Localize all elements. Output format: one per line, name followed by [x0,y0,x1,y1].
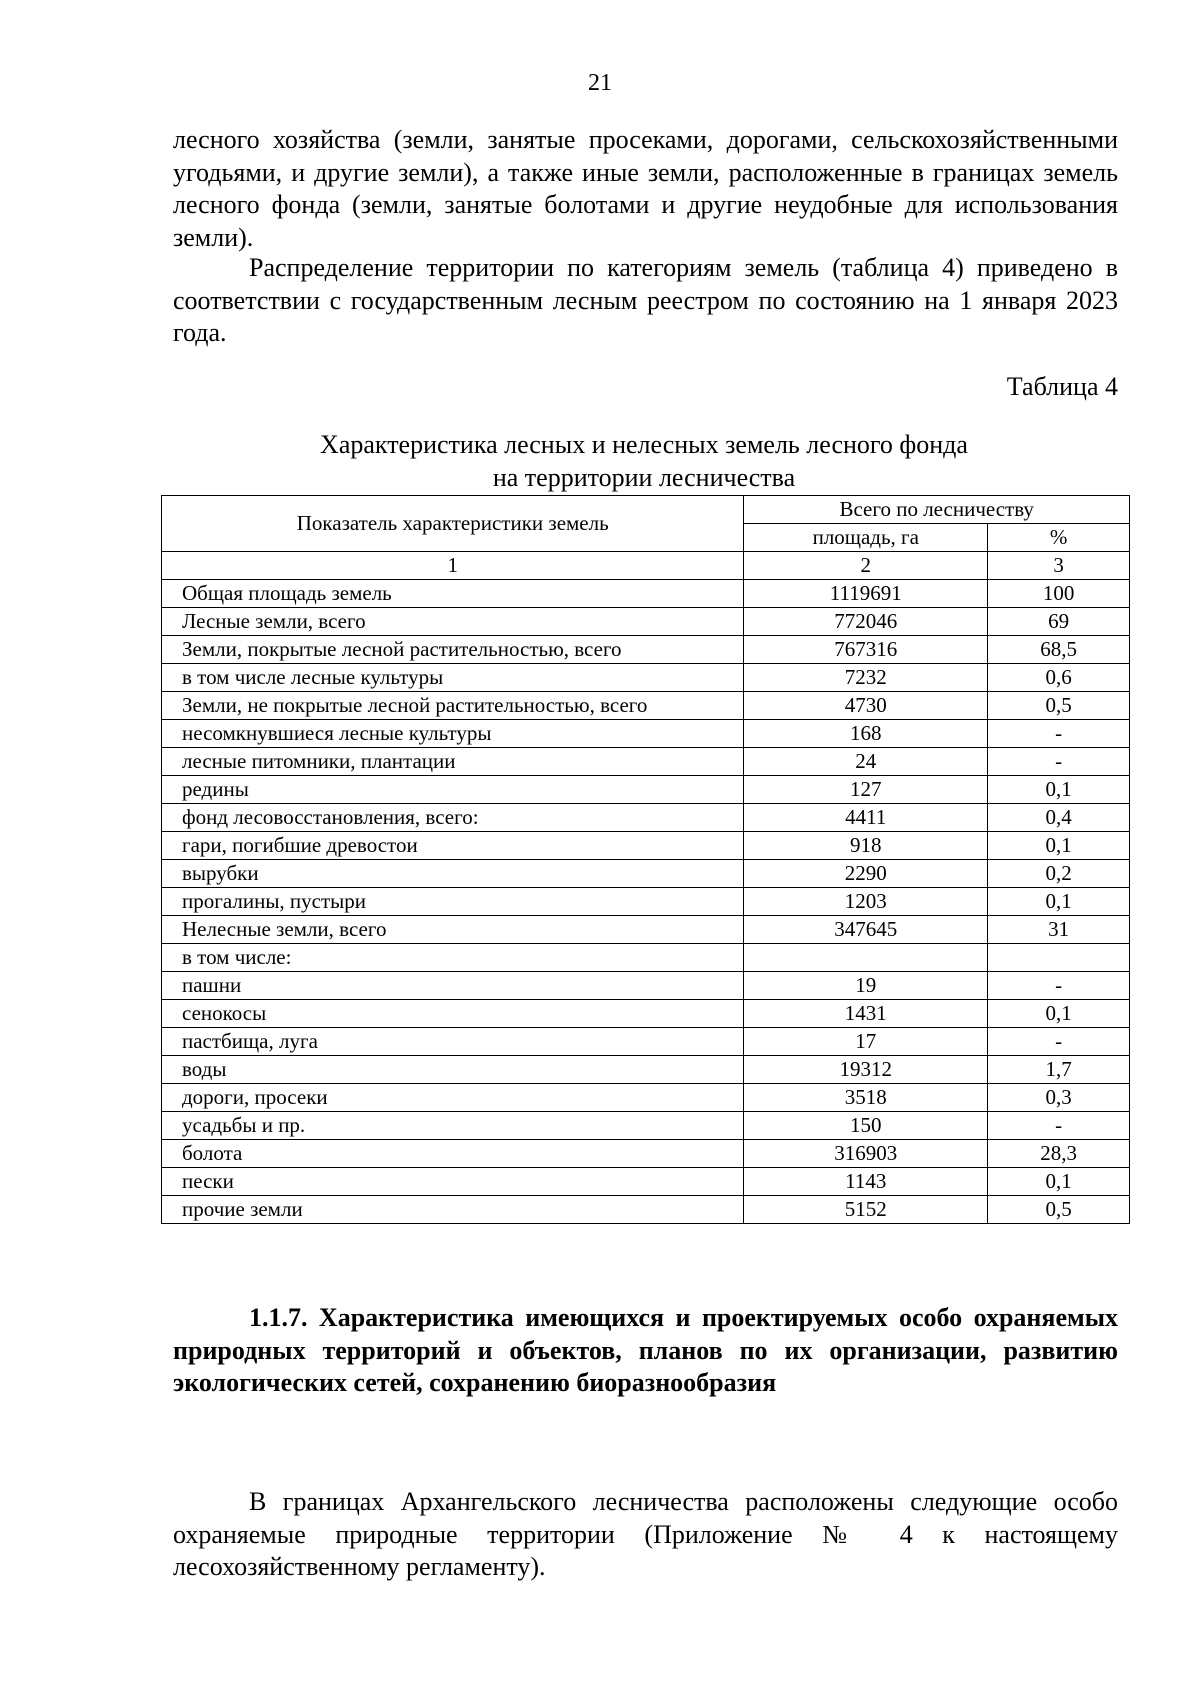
table-column-numbers-row [162,552,1130,580]
table-row [162,1028,1130,1056]
paragraph-intro: лесного хозяйства (земли, занятые просеками, дорогами, сельскохозяйственными угодьями, и другие земли), а также иные земли, расположенные в границах земель лесного фонда (земли, занятые болотами и другие неудобные для использования земли). [173,125,1118,252]
row-area: 1203 [744,888,988,916]
row-area [744,944,988,972]
table-row [162,1084,1130,1112]
table-row [162,1000,1130,1028]
row-area: 4730 [744,692,988,720]
row-percent: - [988,972,1130,1000]
row-percent: 0,3 [988,1084,1130,1112]
header-total: Всего по лесничеству [744,496,1130,524]
column-number: 3 [988,552,1130,580]
table-row [162,1056,1130,1084]
row-name: в том числе: [162,944,744,972]
row-percent: - [988,748,1130,776]
column-number: 2 [744,552,988,580]
table-row [162,1140,1130,1168]
row-area: 772046 [744,608,988,636]
row-percent: 1,7 [988,1056,1130,1084]
header-percent: % [988,524,1130,552]
row-percent: 68,5 [988,636,1130,664]
row-percent: - [988,720,1130,748]
row-name: Земли, не покрытые лесной растительностью, всего [162,692,744,720]
row-name: пашни [162,972,744,1000]
table-header-row [162,496,1130,524]
header-indicator: Показатель характеристики земель [162,496,744,552]
table-row [162,916,1130,944]
paragraph-distribution: Распределение территории по категориям земель (таблица 4) приведено в соответствии с государственным лесным реестром по состоянию на 1 января 2023 года. [173,253,1118,347]
row-percent: - [988,1028,1130,1056]
table-row [162,944,1130,972]
row-name: болота [162,1140,744,1168]
row-name: Лесные земли, всего [162,608,744,636]
row-area: 918 [744,832,988,860]
row-area: 7232 [744,664,988,692]
row-name: лесные питомники, плантации [162,748,744,776]
row-percent: 0,1 [988,832,1130,860]
row-percent [988,944,1130,972]
row-name: пески [162,1168,744,1196]
row-name: пастбища, луга [162,1028,744,1056]
row-percent: - [988,1112,1130,1140]
table-row [162,580,1130,608]
row-percent: 100 [988,580,1130,608]
row-percent: 0,4 [988,804,1130,832]
row-percent: 31 [988,916,1130,944]
row-percent: 0,5 [988,692,1130,720]
table-caption-line: на территории лесничества [492,463,796,492]
paragraph-protected-areas: В границах Архангельского лесничества расположены следующие особо охраняемые природные территории (Приложение № 4 к настоящему лесохозяйственному регламенту). [173,1487,1118,1581]
table-row [162,692,1130,720]
row-name: Земли, покрытые лесной растительностью, всего [162,636,744,664]
table-row [162,1196,1130,1224]
table-caption-line: Характеристика лесных и нелесных земель лесного фонда [320,430,968,459]
table-row [162,636,1130,664]
table-row [162,776,1130,804]
row-name: Нелесные земли, всего [162,916,744,944]
row-percent: 28,3 [988,1140,1130,1168]
row-name: в том числе лесные культуры [162,664,744,692]
row-area: 150 [744,1112,988,1140]
row-percent: 0,5 [988,1196,1130,1224]
row-name: прочие земли [162,1196,744,1224]
row-name: сенокосы [162,1000,744,1028]
row-name: воды [162,1056,744,1084]
land-characteristics-table [161,495,1130,1224]
row-area: 19 [744,972,988,1000]
row-name: прогалины, пустыри [162,888,744,916]
table-row [162,664,1130,692]
table-caption [0,428,1200,494]
row-name: гари, погибшие древостои [162,832,744,860]
row-name: дороги, просеки [162,1084,744,1112]
row-name: редины [162,776,744,804]
row-percent: 69 [988,608,1130,636]
row-area: 5152 [744,1196,988,1224]
row-area: 347645 [744,916,988,944]
row-area: 767316 [744,636,988,664]
table-row [162,720,1130,748]
table-row [162,860,1130,888]
section-heading: 1.1.7. Характеристика имеющихся и проектируемых особо охраняемых природных территорий и объектов, планов по их организации, развитию экологических сетей, сохранению биоразнообразия [173,1303,1118,1397]
row-percent: 0,1 [988,1000,1130,1028]
table-label: Таблица 4 [1006,372,1118,401]
row-percent: 0,6 [988,664,1130,692]
row-percent: 0,1 [988,888,1130,916]
row-name: усадьбы и пр. [162,1112,744,1140]
row-name: вырубки [162,860,744,888]
table-row [162,804,1130,832]
table-row [162,1168,1130,1196]
row-area: 19312 [744,1056,988,1084]
row-area: 1143 [744,1168,988,1196]
row-percent: 0,1 [988,1168,1130,1196]
row-percent: 0,1 [988,776,1130,804]
row-area: 127 [744,776,988,804]
column-number: 1 [162,552,744,580]
row-area: 168 [744,720,988,748]
table-row [162,1112,1130,1140]
row-name: несомкнувшиеся лесные культуры [162,720,744,748]
row-area: 316903 [744,1140,988,1168]
table-row [162,972,1130,1000]
row-area: 1119691 [744,580,988,608]
row-name: фонд лесовосстановления, всего: [162,804,744,832]
row-area: 3518 [744,1084,988,1112]
page-number: 21 [588,70,612,96]
table-row [162,748,1130,776]
row-area: 1431 [744,1000,988,1028]
row-area: 17 [744,1028,988,1056]
row-name: Общая площадь земель [162,580,744,608]
table-row [162,888,1130,916]
row-percent: 0,2 [988,860,1130,888]
row-area: 2290 [744,860,988,888]
header-area: площадь, га [744,524,988,552]
table-row [162,608,1130,636]
row-area: 24 [744,748,988,776]
row-area: 4411 [744,804,988,832]
table-row [162,832,1130,860]
